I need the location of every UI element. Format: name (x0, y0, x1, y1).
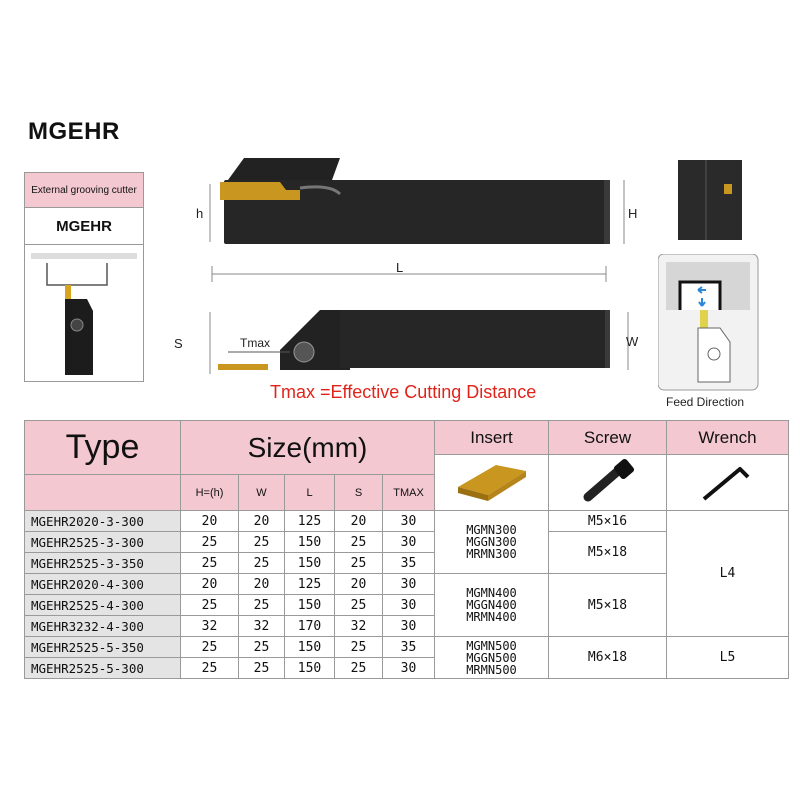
row-type: MGEHR2525-4-300 (25, 595, 181, 616)
row-l: 170 (285, 616, 335, 637)
feed-direction-diagram (658, 254, 760, 392)
row-tmax: 30 (383, 574, 435, 595)
row-tmax: 30 (383, 658, 435, 679)
type-header: Type (25, 421, 181, 475)
col-w: W (239, 475, 285, 511)
insert-image-cell (435, 455, 549, 511)
dim-H-label: H (628, 206, 638, 221)
row-s: 20 (335, 574, 383, 595)
wrench-cell: L4 (667, 511, 789, 637)
insert-icon (700, 310, 708, 328)
row-l: 150 (285, 532, 335, 553)
tool-type-card (24, 172, 144, 382)
holder-end-view (676, 156, 746, 242)
row-h: 25 (181, 595, 239, 616)
screw-cell: M5×18 (549, 574, 667, 637)
insert-group: MGMN400 MGGN400 MRMN400 (435, 574, 549, 637)
insert-group: MGMN500 MGGN500 MRMN500 (435, 637, 549, 679)
row-type: MGEHR2020-4-300 (25, 574, 181, 595)
col-tmax: TMAX (383, 475, 435, 511)
grooving-illustration (25, 245, 143, 383)
row-h: 25 (181, 637, 239, 658)
spec-table (24, 420, 789, 679)
row-l: 150 (285, 658, 335, 679)
page-title: MGEHR (28, 118, 120, 145)
row-type: MGEHR2525-3-350 (25, 553, 181, 574)
row-h: 25 (181, 658, 239, 679)
screw-image-cell (549, 455, 667, 511)
insert-icon (452, 457, 532, 505)
dim-S-label: S (174, 336, 183, 351)
row-tmax: 30 (383, 511, 435, 532)
wrench-header: Wrench (667, 421, 789, 455)
row-s: 32 (335, 616, 383, 637)
screw-header: Screw (549, 421, 667, 455)
screw-icon (568, 457, 648, 505)
screw-cell: M5×18 (549, 532, 667, 574)
row-type: MGEHR2525-5-350 (25, 637, 181, 658)
tool-type-name: MGEHR (25, 208, 143, 245)
feed-direction-label: Feed Direction (666, 395, 745, 409)
row-tmax: 30 (383, 616, 435, 637)
row-s: 25 (335, 553, 383, 574)
row-w: 25 (239, 658, 285, 679)
screw-cell: M5×16 (549, 511, 667, 532)
row-type: MGEHR3232-4-300 (25, 616, 181, 637)
dim-tmax-label: Tmax (240, 336, 270, 350)
col-h: H=(h) (181, 475, 239, 511)
row-l: 125 (285, 574, 335, 595)
row-tmax: 35 (383, 637, 435, 658)
size-header: Size(mm) (181, 421, 435, 475)
holder-top-view (180, 290, 640, 380)
wrench-image-cell (667, 455, 789, 511)
row-w: 20 (239, 511, 285, 532)
row-w: 25 (239, 553, 285, 574)
row-type: MGEHR2525-3-300 (25, 532, 181, 553)
row-w: 20 (239, 574, 285, 595)
insert-icon (65, 285, 71, 299)
row-w: 25 (239, 595, 285, 616)
insert-icon (218, 364, 268, 370)
hex-key-icon (688, 457, 768, 505)
row-w: 25 (239, 637, 285, 658)
dim-L-label: L (396, 260, 404, 275)
row-s: 25 (335, 658, 383, 679)
col-l: L (285, 475, 335, 511)
tool-type-caption: External grooving cutter (25, 173, 143, 208)
row-tmax: 30 (383, 532, 435, 553)
wrench-cell: L5 (667, 637, 789, 679)
row-h: 20 (181, 511, 239, 532)
row-tmax: 35 (383, 553, 435, 574)
row-l: 125 (285, 511, 335, 532)
table-row (25, 637, 789, 658)
row-w: 25 (239, 532, 285, 553)
row-s: 25 (335, 595, 383, 616)
dim-W-label: W (626, 334, 639, 349)
dim-L-line (210, 262, 610, 282)
row-type: MGEHR2020-3-300 (25, 511, 181, 532)
row-h: 25 (181, 553, 239, 574)
col-s: S (335, 475, 383, 511)
row-h: 20 (181, 574, 239, 595)
row-s: 25 (335, 637, 383, 658)
row-type: MGEHR2525-5-300 (25, 658, 181, 679)
screw-cell: M6×18 (549, 637, 667, 679)
tmax-note: Tmax =Effective Cutting Distance (270, 382, 537, 402)
row-s: 20 (335, 511, 383, 532)
table-row (25, 511, 789, 532)
row-s: 25 (335, 532, 383, 553)
row-l: 150 (285, 637, 335, 658)
type-header-spacer (25, 475, 181, 511)
row-w: 32 (239, 616, 285, 637)
row-l: 150 (285, 595, 335, 616)
row-tmax: 30 (383, 595, 435, 616)
insert-header: Insert (435, 421, 549, 455)
dim-h-label: h (196, 206, 204, 221)
insert-icon (724, 184, 732, 194)
row-h: 25 (181, 532, 239, 553)
row-h: 32 (181, 616, 239, 637)
holder-side-view (180, 150, 640, 260)
insert-group: MGMN300 MGGN300 MRMN300 (435, 511, 549, 574)
row-l: 150 (285, 553, 335, 574)
